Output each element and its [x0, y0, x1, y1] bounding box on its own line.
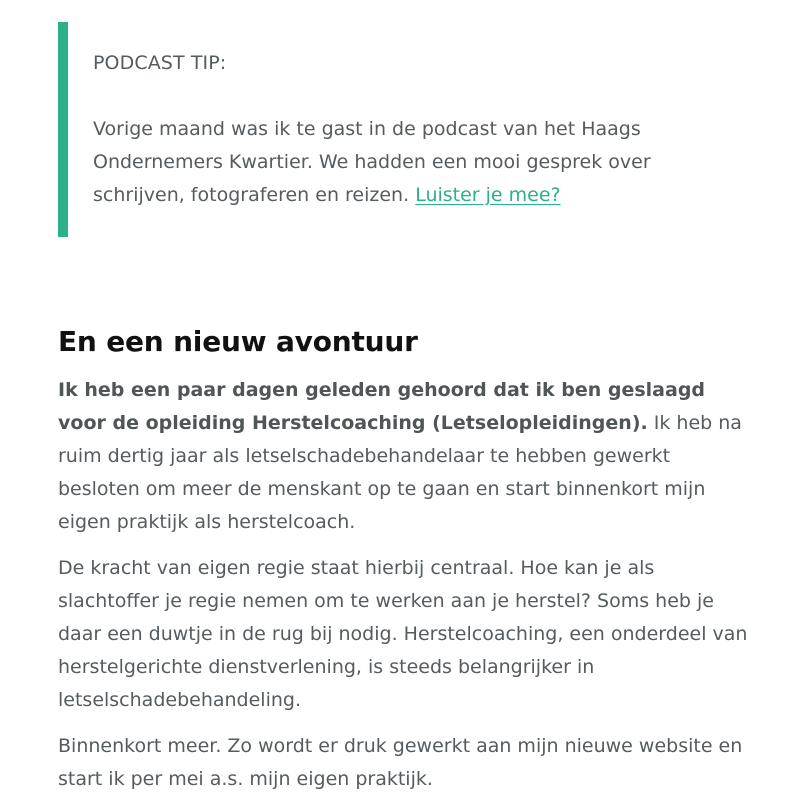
paragraph-2: De kracht van eigen regie staat hierbij centraal. Hoe kan je als slachtoffer je regie nemen om te werken aan je herstel? Soms heb je daar een duwtje in de rug bij nodig. Herstelcoaching, een onderdeel van herstelgerichte dienstverlening, is steeds belangrijker in letselschadebehandeling. — [58, 557, 748, 711]
section-heading: En een nieuw avontuur — [58, 325, 418, 358]
paragraph-1-bold: Ik heb een paar dagen geleden gehoord dat ik ben geslaagd voor de opleiding Herstelcoaching (Letselopleidingen). — [58, 379, 706, 434]
podcast-tip-body: Vorige maand was ik te gast in de podcast van het Haags Ondernemers Kwartier. We hadden een mooi gesprek over schrijven, fotograferen en reizen. — [93, 118, 651, 206]
paragraph-1 — [58, 374, 748, 539]
podcast-tip-text — [93, 113, 713, 212]
podcast-tip-blockquote — [58, 22, 738, 237]
paragraph-1-rest: Ik heb na ruim dertig jaar als letselschadebehandelaar te hebben gewerkt besloten om meer de menskant op te gaan en start binnenkort mijn eigen praktijk als herstelcoach. — [58, 412, 742, 533]
listen-link[interactable]: Luister je mee? — [415, 184, 561, 206]
paragraph-3: Binnenkort meer. Zo wordt er druk gewerkt aan mijn nieuwe website en start ik per mei a.s. mijn eigen praktijk. — [58, 735, 743, 790]
podcast-tip-label: PODCAST TIP: — [93, 52, 227, 74]
